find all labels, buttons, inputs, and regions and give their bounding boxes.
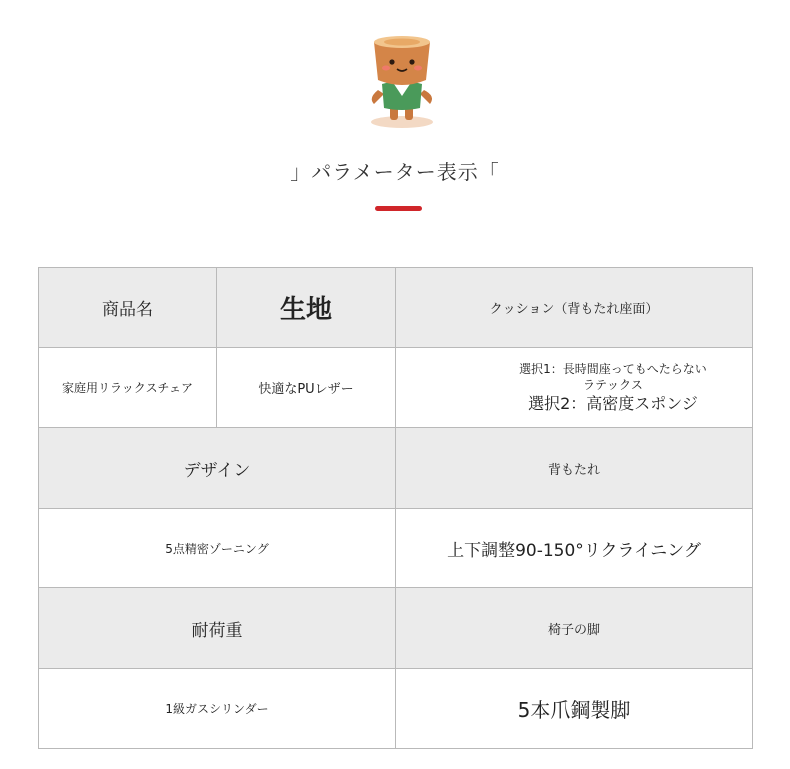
cushion-option-1: 選択1：長時間座ってもへたらない [519,361,707,376]
value-load-capacity: 1級ガスシリンダー [39,669,396,749]
label-fabric: 生地 [217,268,396,348]
label-cushion: クッション（背もたれ座面） [396,268,753,348]
value-backrest: 上下調整90-150°リクライニング [396,509,753,588]
title-underline [375,206,422,211]
table-row [39,348,753,428]
table-row [39,428,753,509]
table-row [39,268,753,348]
page-title: 」パラメーター表示「 [290,160,500,184]
label-chair-legs: 椅子の脚 [396,588,753,669]
label-product-name: 商品名 [39,268,217,348]
cushion-option-2: 選択2：高密度スポンジ [528,393,698,413]
label-backrest: 背もたれ [396,428,753,509]
table-row [39,669,753,749]
parameter-table [38,267,753,749]
stump-mascot-icon [364,34,440,130]
label-design: デザイン [39,428,396,509]
value-cushion [396,348,753,428]
table-row [39,588,753,669]
value-design: 5点精密ゾーニング [39,509,396,588]
value-fabric: 快適なPUレザー [217,348,396,428]
table-row [39,509,753,588]
value-chair-legs: 5本爪鋼製脚 [396,669,753,749]
cushion-option-1-material: ラテックス [583,377,643,392]
value-product-name: 家庭用リラックスチェア [39,348,217,428]
label-load-capacity: 耐荷重 [39,588,396,669]
